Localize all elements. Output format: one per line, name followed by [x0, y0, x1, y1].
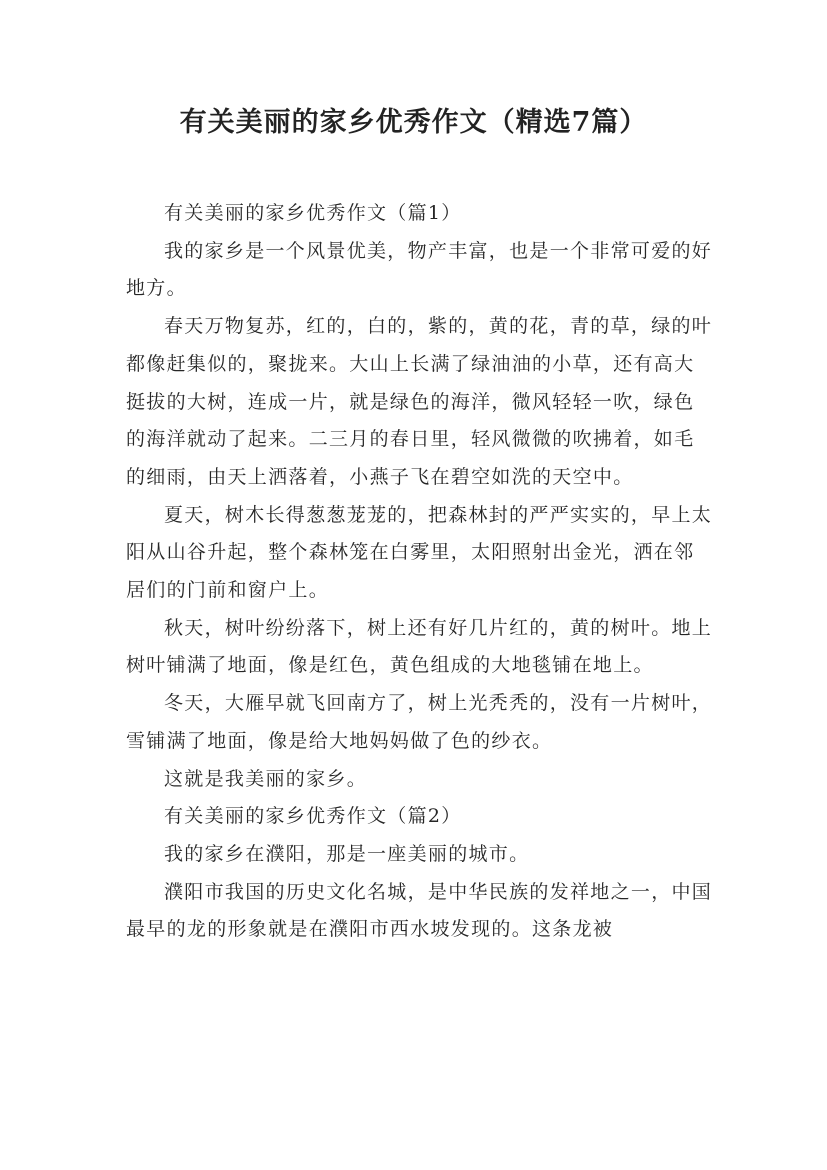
- paragraph: 春天万物复苏，红的，白的，紫的，黄的花，青的草，绿的叶都像赶集似的，聚拢来。大山上长满了绿油油的小草，还有高大挺拔的大树，连成一片，就是绿色的海洋，微风轻轻一吹，绿色的海洋就动了起来。二三月的春日里，轻风微微的吹拂着，如毛的细雨，由天上洒落着，小燕子飞在碧空如洗的天空中。: [126, 315, 713, 488]
- section-heading-2: 有关美丽的家乡优秀作文（篇2）: [164, 805, 462, 828]
- document-title: 有关美丽的家乡优秀作文（精选7篇）: [179, 107, 648, 138]
- paragraph: 夏天，树木长得葱葱茏茏的，把森林封的严严实实的，早上太阳从山谷升起，整个森林笼在白雾里，太阳照射出金光，洒在邻居们的门前和窗户上。: [126, 503, 713, 602]
- document-body: [126, 195, 714, 949]
- section-heading-1: 有关美丽的家乡优秀作文（篇1）: [164, 202, 462, 224]
- paragraph: 这就是我美丽的家乡。: [164, 767, 368, 790]
- paragraph: 濮阳市我国的历史文化名城，是中华民族的发祥地之一，中国最早的龙的形象就是在濮阳市西水坡发现的。这条龙被: [126, 880, 713, 941]
- paragraph: 冬天，大雁早就飞回南方了，树上光秃秃的，没有一片树叶，雪铺满了地面，像是给大地妈妈做了色的纱衣。: [126, 692, 713, 752]
- paragraph: 我的家乡在濮阳，那是一座美丽的城市。: [164, 842, 530, 865]
- paragraph: 我的家乡是一个风景优美，物产丰富，也是一个非常可爱的好地方。: [126, 239, 713, 300]
- paragraph: 秋天，树叶纷纷落下，树上还有好几片红的，黄的树叶。地上树叶铺满了地面，像是红色，黄色组成的大地毯铺在地上。: [126, 616, 713, 677]
